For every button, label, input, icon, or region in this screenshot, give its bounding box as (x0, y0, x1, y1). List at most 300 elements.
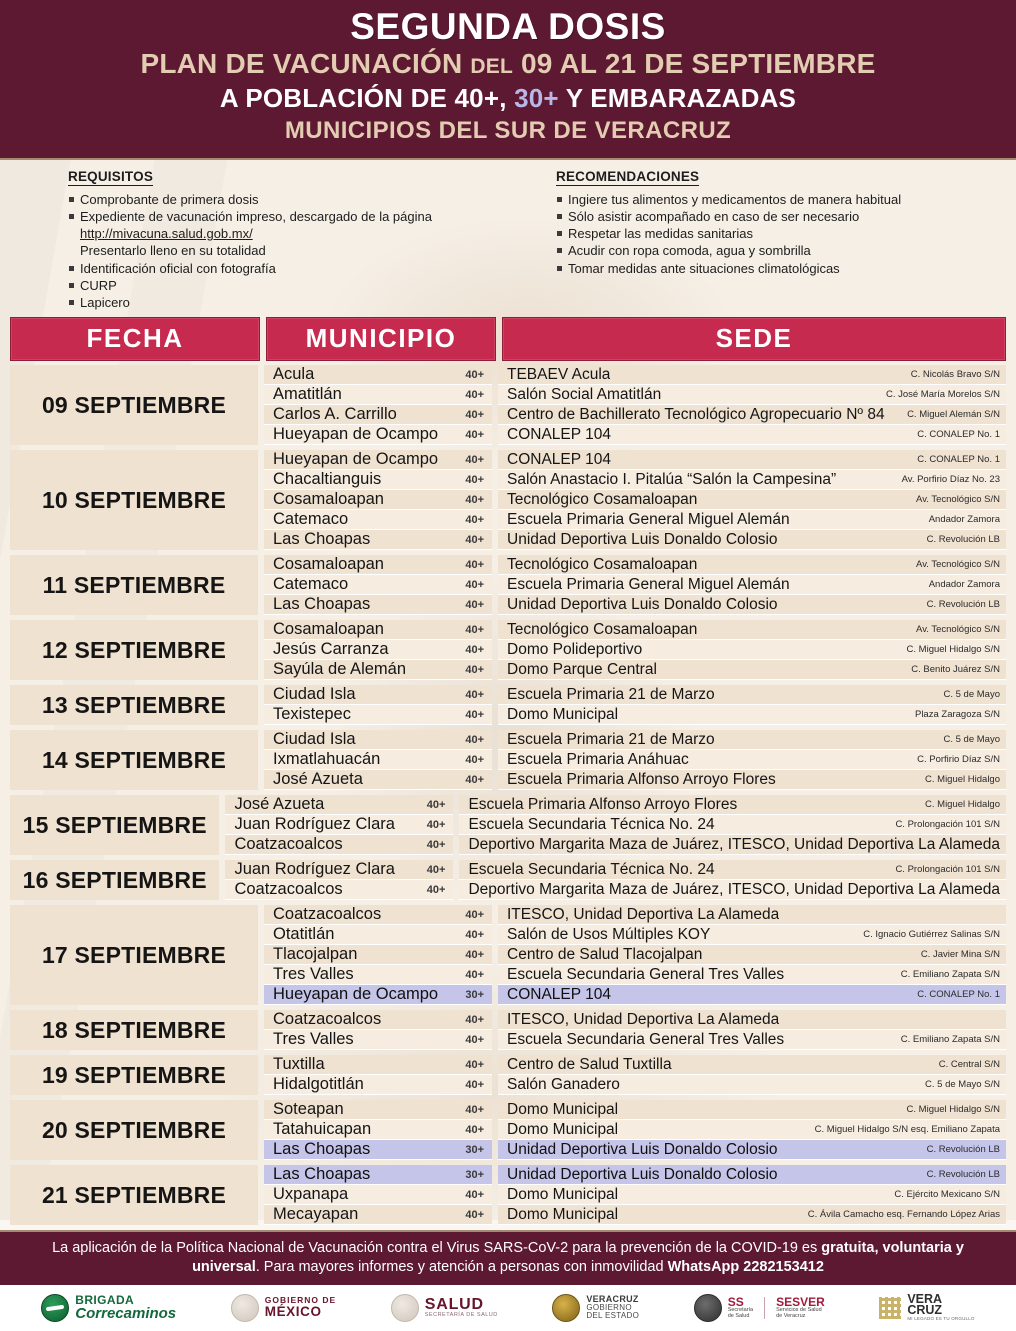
sede-cell (498, 1120, 1006, 1140)
sede-cell (498, 640, 1006, 660)
table-row (264, 530, 1006, 550)
municipio-name: José Azueta (273, 770, 363, 788)
sede-cell (498, 1010, 1006, 1030)
sede-name: Escuela Primaria Alfonso Arroyo Flores (468, 795, 738, 813)
sede-name: Escuela Secundaria Técnica No. 24 (468, 860, 715, 878)
date-group (10, 795, 1006, 855)
municipio-cell (264, 530, 492, 550)
date-cell: 16 SEPTIEMBRE (10, 860, 219, 900)
veracruz-label: VERACRUZ (586, 1293, 639, 1304)
sede-cell (498, 730, 1006, 750)
sesver-sub2: de Veracruz (776, 1312, 806, 1319)
age-group-label: 40+ (465, 578, 484, 591)
municipio-name: Ixmatlahuacán (273, 750, 381, 768)
sede-cell (498, 1165, 1006, 1185)
column-header-sede: SEDE (502, 317, 1006, 361)
date-group (10, 730, 1006, 790)
sede-cell (498, 660, 1006, 680)
municipio-cell (264, 905, 492, 925)
date-cell: 09 SEPTIEMBRE (10, 365, 258, 445)
table-row (264, 490, 1006, 510)
sede-address: Av. Tecnológico S/N (916, 494, 1000, 505)
municipio-cell (264, 985, 492, 1005)
sede-address: C. Javier Mina S/N (920, 949, 1000, 960)
national-seal-icon (391, 1294, 419, 1322)
table-row (264, 750, 1006, 770)
sede-name: Centro de Salud Tuxtilla (507, 1055, 672, 1073)
footer-text-part2: . Para mayores informes y atención a personas con inmovilidad (255, 1258, 668, 1275)
sede-address: C. Miguel Hidalgo (925, 774, 1000, 785)
sede-name: Escuela Secundaria General Tres Valles (507, 965, 785, 983)
municipio-cell (264, 705, 492, 725)
mi-legado-label: MI LEGADO ES TU ORGULLO (907, 1316, 975, 1322)
date-group (10, 905, 1006, 1005)
sede-cell (498, 945, 1006, 965)
sede-name: Domo Municipal (507, 1120, 619, 1138)
table-row (264, 425, 1006, 445)
sede-address: C. José María Morelos S/N (885, 389, 1000, 400)
table-row (264, 1165, 1006, 1185)
table-row (264, 405, 1006, 425)
sede-name: ITESCO, Unidad Deportiva La Alameda (507, 1010, 780, 1028)
municipio-cell (264, 365, 492, 385)
age-group-label: 40+ (465, 928, 484, 941)
age-group-label: 40+ (465, 453, 484, 466)
age-group-label: 40+ (465, 1123, 484, 1136)
sede-address: C. Revolución LB (926, 534, 1000, 545)
group-rows (264, 555, 1006, 615)
sede-address: C. Miguel Hidalgo S/N (906, 644, 1000, 655)
age-group-label: 40+ (465, 533, 484, 546)
sede-name: CONALEP 104 (507, 450, 611, 468)
municipio-cell (225, 880, 453, 900)
header-banner (0, 0, 1016, 158)
municipio-cell (264, 510, 492, 530)
municipio-name: Ciudad Isla (273, 685, 356, 703)
sede-cell (498, 555, 1006, 575)
table-row (264, 705, 1006, 725)
sede-address: Av. Porfirio Díaz No. 23 (901, 474, 1000, 485)
age-group-label: 40+ (465, 733, 484, 746)
recomendaciones-column (546, 168, 1016, 311)
salud-sublabel: SECRETARÍA DE SALUD (424, 1312, 498, 1319)
municipio-name: Chacaltianguis (273, 470, 382, 488)
age-group-label: 40+ (426, 838, 446, 851)
age-group-label: 40+ (465, 1013, 484, 1026)
header-population (0, 83, 1016, 114)
requisitos-title: REQUISITOS (68, 168, 154, 184)
sede-cell (498, 770, 1006, 790)
sede-address: C. CONALEP No. 1 (917, 429, 1000, 440)
list-item: Acudir con ropa comoda, agua y sombrilla (556, 242, 1016, 259)
municipio-name: Mecayapan (273, 1205, 359, 1223)
del-estado-label: DEL ESTADO (586, 1311, 640, 1321)
sede-cell (498, 685, 1006, 705)
sede-address: C. Nicolás Bravo S/N (910, 369, 1000, 380)
municipio-cell (264, 1030, 492, 1050)
age-group-label: 40+ (465, 558, 484, 571)
mivacuna-url: http://mivacuna.salud.gob.mx/ (80, 226, 253, 242)
age-group-label: 30+ (465, 988, 484, 1001)
sede-cell (498, 965, 1006, 985)
date-cell: 18 SEPTIEMBRE (10, 1010, 258, 1050)
sede-address: C. Miguel Hidalgo S/N (906, 1104, 1000, 1115)
age-group-label: 40+ (465, 773, 484, 786)
national-seal-icon (231, 1294, 259, 1322)
group-rows (264, 1100, 1006, 1160)
list-item: Respetar las medidas sanitarias (556, 225, 1016, 242)
table-row (264, 365, 1006, 385)
sede-address: C. Miguel Hidalgo (925, 799, 1000, 810)
table-row (264, 385, 1006, 405)
sede-address: C. Ávila Camacho esq. Fernando López Arias (807, 1209, 1000, 1220)
municipio-name: Catemaco (273, 510, 349, 528)
sede-cell (498, 425, 1006, 445)
cruz-label: CRUZ (907, 1303, 943, 1318)
list-item-link[interactable] (68, 225, 538, 242)
age-group-label: 40+ (465, 623, 484, 636)
sede-name: Domo Municipal (507, 1100, 619, 1118)
list-item: Tomar medidas ante situaciones climatológicas (556, 260, 1016, 277)
municipio-cell (264, 425, 492, 445)
sede-cell (498, 595, 1006, 615)
municipio-cell (264, 1205, 492, 1225)
group-rows (264, 450, 1006, 550)
sede-cell (498, 1075, 1006, 1095)
municipio-cell (264, 925, 492, 945)
sede-cell (498, 620, 1006, 640)
sede-name: Unidad Deportiva Luis Donaldo Colosio (507, 1140, 778, 1158)
veracruz-shield-icon (552, 1294, 580, 1322)
sede-name: Escuela Primaria General Miguel Alemán (507, 510, 790, 528)
sede-name: Escuela Secundaria Técnica No. 24 (468, 815, 715, 833)
age-group-label: 40+ (465, 1033, 484, 1046)
column-header-fecha: FECHA (10, 317, 260, 361)
date-cell: 14 SEPTIEMBRE (10, 730, 258, 790)
logo-brigada-correcaminos (41, 1294, 176, 1322)
date-group (10, 860, 1006, 900)
sede-address: C. Revolución LB (926, 599, 1000, 610)
table-row (264, 945, 1006, 965)
municipio-name: Tres Valles (273, 1030, 354, 1048)
sede-cell (498, 365, 1006, 385)
sede-address: C. CONALEP No. 1 (917, 454, 1000, 465)
correcaminos-label: Correcaminos (75, 1305, 177, 1323)
column-header-municipio: MUNICIPIO (266, 317, 496, 361)
header-population-post: Y EMBARAZADAS (558, 82, 797, 113)
vera-label: VERA (907, 1291, 943, 1306)
municipio-name: Catemaco (273, 575, 349, 593)
sede-address: Andador Zamora (928, 514, 1000, 525)
sede-name: Domo Municipal (507, 705, 619, 723)
requisitos-column (58, 168, 538, 311)
municipio-name: Texistepec (273, 705, 351, 723)
sede-name: Salón Social Amatitlán (507, 385, 662, 403)
list-item: Comprobante de primera dosis (68, 191, 538, 208)
sede-cell (459, 815, 1006, 835)
list-item: Lapicero (68, 294, 538, 311)
table-header-row (10, 317, 1006, 361)
header-subtitle-dates (0, 48, 1016, 80)
sede-name: Escuela Primaria 21 de Marzo (507, 685, 715, 703)
table-row (264, 620, 1006, 640)
date-cell: 19 SEPTIEMBRE (10, 1055, 258, 1095)
sede-cell (498, 470, 1006, 490)
table-row (264, 1010, 1006, 1030)
age-group-label: 40+ (465, 513, 484, 526)
date-group (10, 685, 1006, 725)
recomendaciones-title: RECOMENDACIONES (556, 168, 700, 184)
date-group (10, 1010, 1006, 1050)
sede-address: C. Revolución LB (926, 1144, 1000, 1155)
date-cell: 21 SEPTIEMBRE (10, 1165, 258, 1225)
sede-cell (498, 575, 1006, 595)
sede-name: Domo Municipal (507, 1205, 619, 1223)
group-rows (264, 730, 1006, 790)
age-group-label: 40+ (465, 663, 484, 676)
municipio-cell (225, 815, 453, 835)
logo-ss-sesver (694, 1294, 825, 1322)
municipio-cell (264, 470, 492, 490)
logo-salud (391, 1294, 498, 1322)
list-item: Identificación oficial con fotografía (68, 260, 538, 277)
list-item: Expediente de vacunación impreso, descargado de la página (68, 208, 538, 225)
municipio-name: Coatzacoalcos (234, 835, 343, 853)
date-group (10, 450, 1006, 550)
date-cell: 20 SEPTIEMBRE (10, 1100, 258, 1160)
brigada-label: BRIGADA (75, 1292, 135, 1307)
table-row (225, 860, 1006, 880)
municipio-name: Las Choapas (273, 1140, 371, 1158)
header-del-word: DEL (470, 54, 514, 78)
date-cell: 13 SEPTIEMBRE (10, 685, 258, 725)
age-group-label: 40+ (465, 1078, 484, 1091)
municipio-cell (264, 1120, 492, 1140)
header-title: SEGUNDA DOSIS (350, 6, 666, 47)
municipio-name: Otatitlán (273, 925, 335, 943)
table-row (225, 795, 1006, 815)
group-rows (264, 365, 1006, 445)
group-rows (264, 1010, 1006, 1050)
age-group-label: 40+ (465, 708, 484, 721)
sesver-label: SESVER (776, 1294, 825, 1309)
municipio-cell (225, 795, 453, 815)
sede-cell (498, 705, 1006, 725)
table-row (264, 510, 1006, 530)
municipio-name: Carlos A. Carrillo (273, 405, 397, 423)
municipio-name: Hueyapan de Ocampo (273, 450, 439, 468)
table-row (264, 1100, 1006, 1120)
salud-label: SALUD (424, 1295, 484, 1313)
list-item: Presentarlo lleno en su totalidad (80, 243, 266, 259)
sede-cell (498, 1030, 1006, 1050)
sesver-sub1: Servicios de Salud (776, 1307, 822, 1314)
sede-cell (459, 880, 1006, 900)
sede-cell (498, 925, 1006, 945)
table-row (264, 555, 1006, 575)
municipio-cell (264, 595, 492, 615)
date-group (10, 1055, 1006, 1095)
age-group-label: 40+ (465, 1188, 484, 1201)
sede-name: Salón de Usos Múltiples KOY (507, 925, 711, 943)
sede-address: C. Benito Juárez S/N (911, 664, 1000, 675)
sede-cell (498, 985, 1006, 1005)
age-group-label: 40+ (465, 493, 484, 506)
municipio-cell (264, 575, 492, 595)
municipio-cell (264, 555, 492, 575)
age-group-label: 40+ (465, 948, 484, 961)
sede-cell (498, 905, 1006, 925)
table-row (264, 1140, 1006, 1160)
ss-sub2: de Salud (727, 1312, 750, 1319)
municipio-cell (264, 1100, 492, 1120)
sede-name: Tecnológico Cosamaloapan (507, 620, 698, 638)
sede-name: Tecnológico Cosamaloapan (507, 490, 698, 508)
sede-name: CONALEP 104 (507, 985, 611, 1003)
municipio-name: Tuxtilla (273, 1055, 325, 1073)
age-group-label: 40+ (465, 968, 484, 981)
municipio-cell (264, 965, 492, 985)
sede-address: C. Porfirio Díaz S/N (917, 754, 1000, 765)
sede-cell (498, 405, 1006, 425)
municipio-name: Soteapan (273, 1100, 344, 1118)
table-row (264, 1185, 1006, 1205)
age-group-label: 40+ (465, 473, 484, 486)
table-row (264, 685, 1006, 705)
schedule-table (0, 317, 1016, 1225)
list-item: Ingiere tus alimentos y medicamentos de manera habitual (556, 191, 1016, 208)
footer-bold-gratuita: gratuita, voluntaria y universal (192, 1240, 964, 1275)
municipio-cell (264, 490, 492, 510)
ss-sub1: Secretaría (727, 1307, 754, 1314)
sede-cell (498, 450, 1006, 470)
sede-cell (498, 385, 1006, 405)
age-group-label: 40+ (465, 1103, 484, 1116)
date-group (10, 555, 1006, 615)
table-row (264, 470, 1006, 490)
header-date-range: 09 AL 21 DE SEPTIEMBRE (513, 47, 876, 79)
table-row (264, 1205, 1006, 1225)
veracruz-state-seal-icon (694, 1294, 722, 1322)
sede-address: Andador Zamora (928, 579, 1000, 590)
group-rows (264, 1055, 1006, 1095)
sede-address: C. 5 de Mayo S/N (925, 1079, 1000, 1090)
sede-address: C. CONALEP No. 1 (917, 989, 1000, 1000)
group-rows (264, 685, 1006, 725)
municipio-name: Las Choapas (273, 1165, 371, 1183)
age-group-label: 40+ (465, 908, 484, 921)
sede-address: C. Prolongación 101 S/N (895, 864, 1000, 875)
municipio-name: Juan Rodríguez Clara (234, 860, 395, 878)
age-group-label: 40+ (465, 598, 484, 611)
sede-address: Av. Tecnológico S/N (916, 624, 1000, 635)
municipio-cell (264, 730, 492, 750)
group-rows (225, 860, 1006, 900)
logo-divider (764, 1297, 765, 1319)
sede-name: Escuela Primaria Anáhuac (507, 750, 689, 768)
recomendaciones-list (556, 191, 1016, 277)
sede-address: C. Prolongación 101 S/N (895, 819, 1000, 830)
municipio-cell (264, 1165, 492, 1185)
sede-address: C. Miguel Hidalgo S/N esq. Emiliano Zapata (814, 1124, 1000, 1135)
header-population-pre: A POBLACIÓN DE 40+, (219, 82, 515, 113)
sede-name: Domo Polideportivo (507, 640, 643, 658)
municipio-name: Juan Rodríguez Clara (234, 815, 395, 833)
age-group-label: 40+ (465, 688, 484, 701)
sede-name: Domo Parque Central (507, 660, 657, 678)
requisitos-list (68, 191, 538, 311)
table-row (264, 985, 1006, 1005)
municipio-cell (264, 385, 492, 405)
municipio-cell (264, 685, 492, 705)
municipio-cell (264, 1140, 492, 1160)
table-row (264, 1075, 1006, 1095)
sede-cell (459, 860, 1006, 880)
group-rows (264, 905, 1006, 1005)
table-row (264, 1030, 1006, 1050)
sede-cell (498, 1205, 1006, 1225)
municipio-name: Ciudad Isla (273, 730, 356, 748)
header-region: MUNICIPIOS DEL SUR DE VERACRUZ (284, 117, 732, 145)
sede-cell (459, 835, 1006, 855)
sede-address: C. Ejército Mexicano S/N (894, 1189, 1000, 1200)
table-body (10, 365, 1006, 1225)
group-rows (225, 795, 1006, 855)
sede-address: C. Central S/N (938, 1059, 1000, 1070)
municipio-cell (264, 945, 492, 965)
sede-cell (498, 1185, 1006, 1205)
table-row (225, 815, 1006, 835)
sede-cell (498, 530, 1006, 550)
table-row (264, 925, 1006, 945)
municipio-cell (264, 1055, 492, 1075)
sede-cell (459, 795, 1006, 815)
logo-bar (0, 1285, 1016, 1331)
table-row (225, 835, 1006, 855)
table-row (264, 770, 1006, 790)
footer-text-part1: La aplicación de la Política Nacional de Vacunación contra el Virus SARS-CoV-2 para la prevención de la COVID-19 es (52, 1240, 822, 1256)
sede-name: ITESCO, Unidad Deportiva La Alameda (507, 905, 780, 923)
municipio-name: Coatzacoalcos (234, 880, 343, 898)
municipio-name: Hidalgotitlán (273, 1075, 364, 1093)
table-row (264, 1120, 1006, 1140)
sede-name: Deportivo Margarita Maza de Juárez, ITESCO, Unidad Deportiva La Alameda (468, 880, 1000, 898)
table-row (264, 905, 1006, 925)
municipio-name: Hueyapan de Ocampo (273, 425, 439, 443)
table-row (264, 1055, 1006, 1075)
list-item: CURP (68, 277, 538, 294)
date-cell: 11 SEPTIEMBRE (10, 555, 258, 615)
logo-veracruz-mi-legado (879, 1291, 975, 1322)
sede-cell (498, 1140, 1006, 1160)
logo-veracruz-gobierno (552, 1294, 639, 1322)
municipio-name: Las Choapas (273, 530, 371, 548)
age-group-label: 30+ (465, 1168, 484, 1181)
age-group-label: 40+ (426, 798, 446, 811)
group-rows (264, 620, 1006, 680)
sede-name: CONALEP 104 (507, 425, 611, 443)
sede-name: Centro de Bachillerato Tecnológico Agropecuario Nº 84 (507, 405, 885, 423)
municipio-cell (225, 860, 453, 880)
table-row (264, 640, 1006, 660)
gobierno-label: GOBIERNO (586, 1303, 632, 1313)
sede-name: Salón Ganadero (507, 1075, 620, 1093)
municipio-name: Jesús Carranza (273, 640, 389, 658)
municipio-cell (264, 640, 492, 660)
sede-name: Unidad Deportiva Luis Donaldo Colosio (507, 1165, 778, 1183)
age-group-label: 40+ (426, 883, 446, 896)
municipio-name: Las Choapas (273, 595, 371, 613)
